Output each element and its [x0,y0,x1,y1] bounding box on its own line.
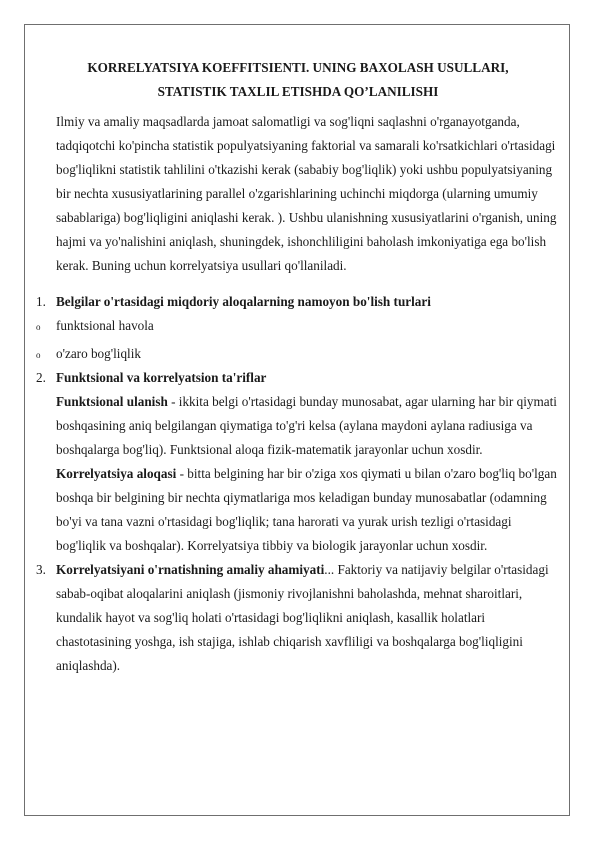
list-number: 1. [36,294,46,309]
section-3 [36,558,560,678]
section-2-heading: Funktsional va korrelyatsion ta'riflar [56,370,267,385]
title-line-1: KORRELYATSIYA KOEFFITSIENTI. UNING BAXOLASH USULLARI, [87,60,509,75]
bullet-text: o'zaro bog'liqlik [56,346,141,361]
functional-text: - ikkita belgi o'rtasidagi bunday munosabat, agar ularning har bir qiymati boshqasining aniq belgilangan qiymatiga to'g'ri kelsa (aylana maydoni aylana radiusiga va boshqalarga bog'liq). Funktsional aloqa fizik-matematik jarayonlar uchun xosdir. [56,394,557,457]
section-1 [36,290,560,314]
list-item [36,342,560,366]
intro-paragraph: Ilmiy va amaliy maqsadlarda jamoat salomatligi va sog'liqni saqlashni o'rganayotganda, tadqiqotchi ko'pincha statistik populyatsiyaning faktorial va samarali ko'rsatkichlari o'rtasidagi bog'liqlikni statistik tahlilini o'tkazishi kerak (sababiy bog'liqlik) yoki ushbu populyatsiyaning bir nechta xususiyatlarining parallel o'zgarishlarining uchinchi miqdorga (ularning umumiy sabablariga) bog'liqligini aniqlashi kerak. ). Ushbu ulanishning xususiyatlarini o'rganish, uning hajmi va yo'nalishini aniqlash, shuningdek, ishonchliligini baholash imkoniyatiga ega bo'lish kerak. Buning uchun korrelyatsiya usullari qo'llaniladi. [56,114,557,273]
bullet-circle-icon: o [36,350,41,360]
title-line-2: STATISTIK TAXLIL ETISHDA QO’LANILISHI [157,84,439,99]
section-3-text: ... Faktoriy va natijaviy belgilar o'rtasidagi sabab-oqibat aloqalarini aniqlash (jismoniy rivojlanishni baholashda, mehnat sharoitlari, kundalik hayot va sog'liq holati o'rtasidagi bog'liqlikni aniqlash, kasallik holatlari chastotasining yoshga, ish stajiga, ishlab chiqarish xavfliligi va boshqalarga bog'liqligini aniqlashda). [56,562,549,673]
bullet-text: funktsional havola [56,318,154,333]
correlation-text: - bitta belgining har bir o'ziga xos qiymati u bilan o'zaro bog'liq bo'lgan boshqa bir belgining bir nechta qiymatlariga mos keladigan bunday munosabatlar (odamning bo'yi va tana vazni o'rtasidagi bog'liqlik; tana harorati va yurak urish tezligi o'rtasidagi bog'liqlik va boshqalar). Korrelyatsiya tibbiy va biologik jarayonlar uchun xosdir. [56,466,557,553]
functional-definition [56,390,560,462]
section-3-term: Korrelyatsiyani o'rnatishning amaliy ahamiyati [56,562,325,577]
document-body [36,56,560,678]
section-1-heading: Belgilar o'rtasidagi miqdoriy aloqalarning namoyon bo'lish turlari [56,294,431,309]
bullet-circle-icon: o [36,322,41,332]
functional-term: Funktsional ulanish [56,394,168,409]
document-title [36,56,560,104]
correlation-term: Korrelyatsiya aloqasi [56,466,177,481]
list-number: 2. [36,370,46,385]
section-2 [36,366,560,558]
list-number: 3. [36,562,46,577]
list-item [36,314,560,338]
correlation-definition [56,462,560,558]
